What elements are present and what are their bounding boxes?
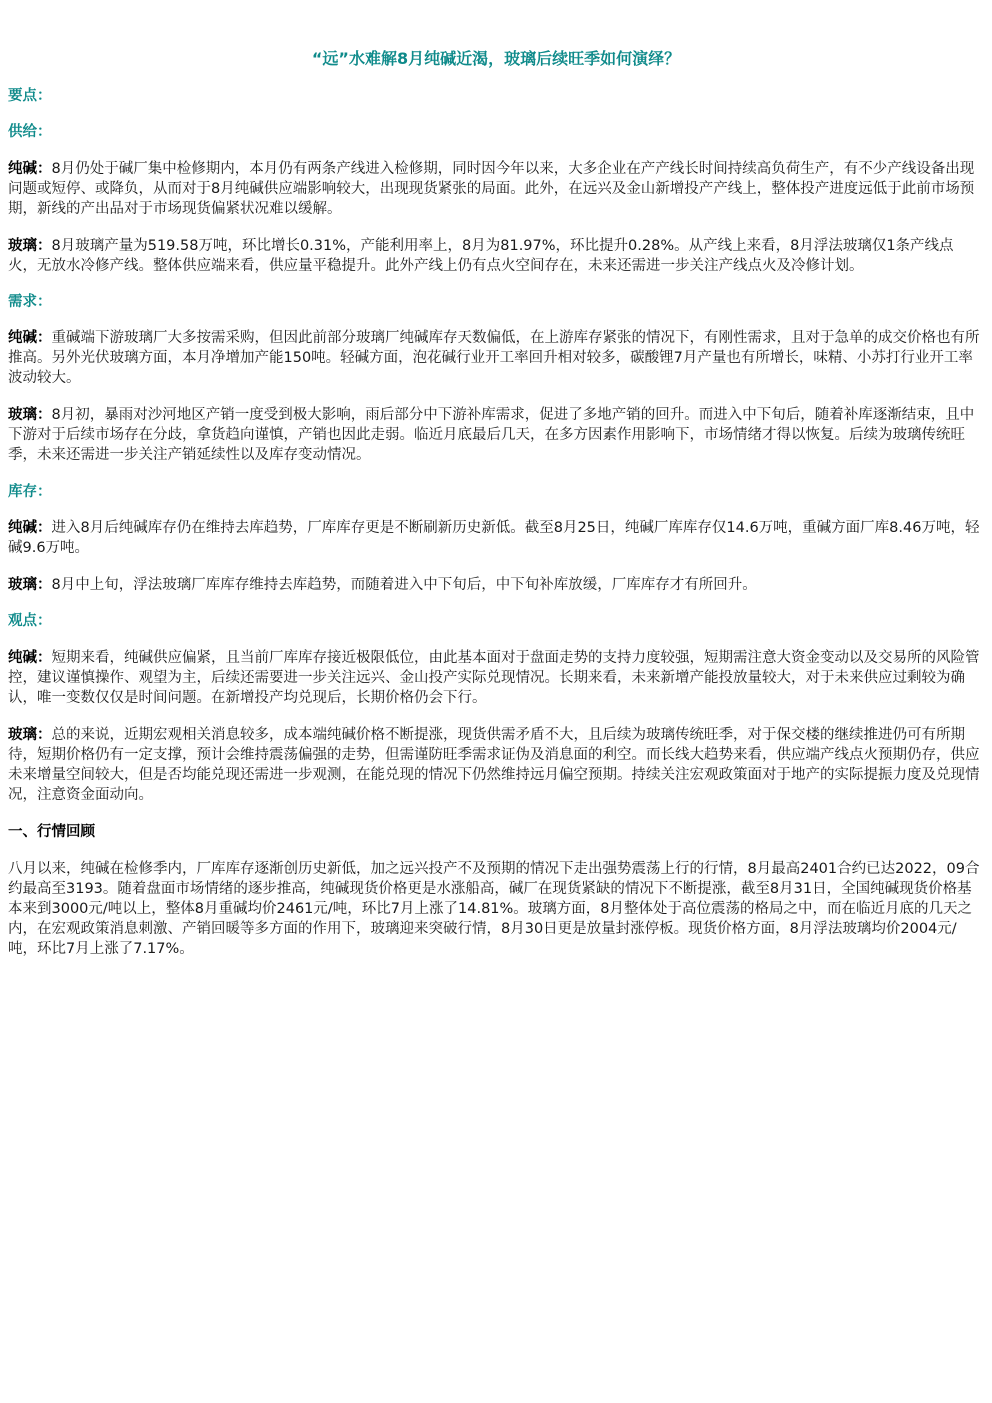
supply-glass-label: 玻璃： xyxy=(8,238,52,254)
supply-heading: 供给： xyxy=(8,124,52,140)
inventory-glass-label: 玻璃： xyxy=(8,577,52,593)
inventory-heading: 库存： xyxy=(8,484,52,500)
view-soda-text: 短期来看，纯碱供应偏紧，且当前厂库库存接近极限低位，由此基本面对于盘面走势的支持力度较强，短期需注意大资金变动以及交易所的风险管控，建议谨慎操作、观望为主，后续还需要进一步关注远兴、金山投产实际兑现情况。长期来看，未来新增产能投放量较大，对于未来供应过剩较为确认，唯一变数仅仅是时间问题。在新增投产均兑现后，长期价格仍会下行。 xyxy=(8,650,980,706)
view-glass-text: 总的来说，近期宏观相关消息较多，成本端纯碱价格不断提涨，现货供需矛盾不大，且后续为玻璃传统旺季，对于保交楼的继续推进仍可有所期待，短期价格仍有一定支撑，预计会维持震荡偏强的走势，但需谨防旺季需求证伪及消息面的利空。而长线大趋势来看，供应端产线点火预期仍存，供应未来增量空间较大，但是否均能兑现还需进一步观测，在能兑现的情况下仍然维持远月偏空预期。持续关注宏观政策面对于地产的实际提振力度及兑现情况，注意资金面动向。 xyxy=(8,727,980,803)
document-title: “远”水难解8月纯碱近渴，玻璃后续旺季如何演绎？ xyxy=(311,49,681,68)
demand-soda-text: 重碱端下游玻璃厂大多按需采购，但因此前部分玻璃厂纯碱库存天数偏低，在上游库存紧张的情况下，有刚性需求，且对于急单的成交价格也有所推高。另外光伏玻璃方面，本月净增加产能150吨。轻碱方面，泡花碱行业开工率回升相对较多，碳酸锂7月产量也有所增长，味精、小苏打行业开工率波动较大。 xyxy=(8,330,980,386)
demand-heading: 需求： xyxy=(8,294,52,310)
supply-soda-label: 纯碱： xyxy=(8,161,52,177)
inventory-soda-label: 纯碱： xyxy=(8,520,52,536)
inventory-glass-paragraph xyxy=(8,575,982,595)
view-soda-paragraph xyxy=(8,648,982,708)
demand-soda-paragraph xyxy=(8,328,982,388)
supply-glass-text: 8月玻璃产量为519.58万吨，环比增长0.31%，产能利用率上，8月为81.97%，环比提升0.28%。从产线上来看，8月浮法玻璃仅1条产线点火，无放水冷修产线。整体供应端来看，供应量平稳提升。此外产线上仍有点火空间存在，未来还需进一步关注产线点火及冷修计划。 xyxy=(8,238,954,274)
demand-soda-label: 纯碱： xyxy=(8,330,52,346)
supply-soda-text: 8月仍处于碱厂集中检修期内，本月仍有两条产线进入检修期，同时因今年以来，大多企业在产产线长时间持续高负荷生产，有不少产线设备出现问题或短停、或降负，从而对于8月纯碱供应端影响较大，出现现货紧张的局面。此外，在远兴及金山新增投产产线上，整体投产进度远低于此前市场预期，新线的产出品对于市场现货偏紧状况难以缓解。 xyxy=(8,161,975,217)
view-glass-label: 玻璃： xyxy=(8,727,52,743)
inventory-glass-text: 8月中上旬，浮法玻璃厂库库存维持去库趋势，而随着进入中下旬后，中下旬补库放缓，厂库库存才有所回升。 xyxy=(51,577,757,593)
key-points-heading: 要点： xyxy=(8,88,52,104)
review-paragraph: 八月以来，纯碱在检修季内，厂库库存逐渐创历史新低，加之远兴投产不及预期的情况下走出强势震荡上行的行情，8月最高2401合约已达2022，09合约最高至3193。随着盘面市场情绪的逐步推高，纯碱现货价格更是水涨船高，碱厂在现货紧缺的情况下不断提涨，截至8月31日，全国纯碱现货价格基本来到3000元/吨以上，整体8月重碱均价2461元/吨，环比7月上涨了14.81%。玻璃方面，8月整体处于高位震荡的格局之中，而在临近月底的几天之内，在宏观政策消息刺激、产销回暖等多方面的作用下，玻璃迎来突破行情，8月30日更是放量封涨停板。现货价格方面，8月浮法玻璃均价2004元/吨，环比7月上涨了7.17%。 xyxy=(8,861,980,957)
view-glass-paragraph xyxy=(8,725,982,805)
inventory-soda-paragraph xyxy=(8,518,982,558)
demand-glass-paragraph xyxy=(8,405,982,465)
view-heading: 观点： xyxy=(8,613,52,629)
supply-glass-paragraph xyxy=(8,236,982,276)
demand-glass-label: 玻璃： xyxy=(8,407,52,423)
inventory-soda-text: 进入8月后纯碱库存仍在维持去库趋势，厂库库存更是不断刷新历史新低。截至8月25日，纯碱厂库库存仅14.6万吨，重碱方面厂库8.46万吨，轻碱9.6万吨。 xyxy=(8,520,980,556)
view-soda-label: 纯碱： xyxy=(8,650,52,666)
demand-glass-text: 8月初，暴雨对沙河地区产销一度受到极大影响，雨后部分中下游补库需求，促进了多地产销的回升。而进入中下旬后，随着补库逐渐结束，且中下游对于后续市场存在分歧，拿货趋向谨慎，产销也因此走弱。临近月底最后几天，在多方因素作用影响下，市场情绪才得以恢复。后续为玻璃传统旺季，未来还需进一步关注产销延续性以及库存变动情况。 xyxy=(8,407,975,463)
supply-soda-paragraph xyxy=(8,159,982,219)
review-heading: 一、行情回顾 xyxy=(8,824,95,840)
